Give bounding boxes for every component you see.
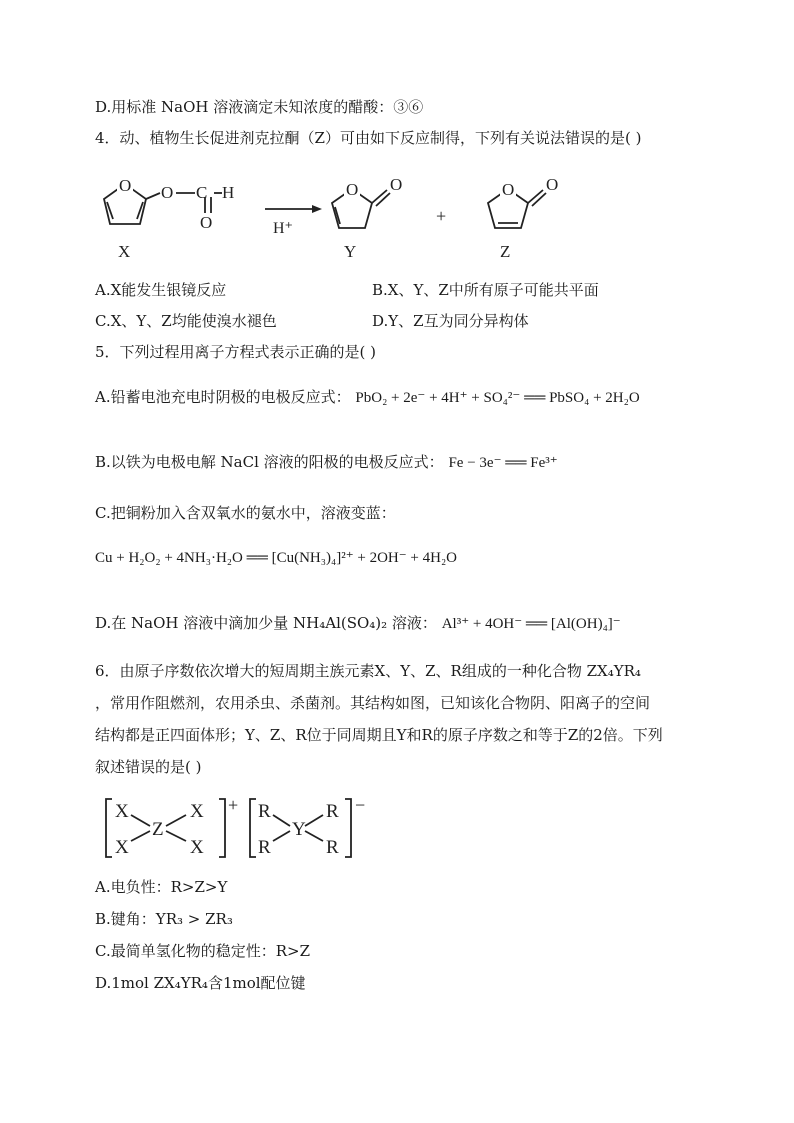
label-z: Z — [500, 242, 511, 261]
y-ring-o: O — [346, 180, 359, 199]
q5-option-b-text: B.以铁为电极电解 NaCl 溶液的阳极的电极反应式： — [95, 453, 444, 471]
q6-option-a: A.电负性：R>Z>Y — [95, 878, 228, 896]
label-y: Y — [344, 242, 357, 261]
anion-r-bottom-left: R — [258, 837, 271, 858]
q6-stem-line2: ，常用作阻燃剂，农用杀虫、杀菌剂。其结构如图，已知该化合物阴、阳离子的空间 — [95, 694, 651, 712]
y-carbonyl-o: O — [390, 175, 403, 194]
q6-stem-line4: 叙述错误的是( ) — [95, 758, 202, 776]
q5-option-d — [95, 613, 621, 634]
reaction-arrow — [265, 205, 322, 213]
molecule-y — [332, 189, 390, 228]
cation-center-z: Z — [152, 819, 164, 840]
cation-x-bottom-left: X — [115, 837, 129, 858]
q6-stem-line3: 结构都是正四面体形；Y、Z、R位于同周期且Y和R的原子序数之和等于Z的2倍。下列 — [95, 726, 663, 744]
q6-option-d: D.1mol ZX₄YR₄含1mol配位键 — [95, 974, 306, 992]
q6-option-b: B.键角：YR₃ > ZR₃ — [95, 910, 233, 928]
q5-option-a-text: A.铅蓄电池充电时阴极的电极反应式： — [95, 388, 351, 406]
cation-x-top-right: X — [190, 801, 204, 822]
q5-option-d-text: D.在 NaOH 溶液中滴加少量 NH₄Al(SO₄)₂ 溶液： — [95, 614, 437, 632]
q6-option-c: C.最简单氢化物的稳定性：R>Z — [95, 942, 310, 960]
q4-reaction-scheme — [0, 165, 794, 275]
q6-stem-line1: 6．由原子序数依次增大的短周期主族元素X、Y、Z、R组成的一种化合物 ZX₄YR₄ — [95, 662, 641, 680]
q4-option-b: B.X、Y、Z中所有原子可能共平面 — [372, 281, 599, 299]
x-ester-o: O — [161, 183, 174, 202]
cation-x-bottom-right: X — [190, 837, 204, 858]
q5-option-c-equation: Cu + H₂O₂ + 4NH₃·H₂O ══ [Cu(NH₃)₄]²⁺ + 2OH⁻ + 4H₂O — [95, 550, 458, 566]
anion-center-y: Y — [292, 819, 306, 840]
anion-charge: − — [355, 795, 366, 815]
q3-option-d: D.用标准 NaOH 溶液滴定未知浓度的醋酸：③⑥ — [95, 98, 424, 116]
catalyst-label: H⁺ — [273, 220, 293, 237]
anion-r-bottom-right: R — [326, 837, 339, 858]
x-carbon: C — [196, 183, 208, 202]
anion-r-top-right: R — [326, 801, 339, 822]
q4-option-a: A.X能发生银镜反应 — [95, 281, 227, 299]
anion-r-top-left: R — [258, 801, 271, 822]
molecule-z — [488, 189, 546, 228]
q4-option-c: C.X、Y、Z均能使溴水褪色 — [95, 312, 277, 330]
z-carbonyl-o: O — [546, 175, 559, 194]
x-hydrogen: H — [222, 183, 235, 202]
cation-charge: + — [228, 795, 239, 815]
label-x: X — [118, 242, 131, 261]
q6-structure-figure — [0, 793, 794, 873]
x-ring-o: O — [119, 176, 132, 195]
plus-sign: + — [436, 206, 447, 226]
q4-stem: 4．动、植物生长促进剂克拉酮（Z）可由如下反应制得，下列有关说法错误的是( ) — [95, 129, 642, 147]
cation-x-top-left: X — [115, 801, 129, 822]
q5-option-b — [95, 452, 558, 473]
q5-stem: 5．下列过程用离子方程式表示正确的是( ) — [95, 343, 377, 361]
q5-option-b-equation: Fe − 3e⁻ ══ Fe³⁺ — [448, 455, 558, 471]
q5-option-c-text: C.把铜粉加入含双氧水的氨水中，溶液变蓝： — [95, 504, 396, 522]
x-carbonyl-o: O — [200, 213, 213, 232]
q5-option-d-equation: Al³⁺ + 4OH⁻ ══ [Al(OH)₄]⁻ — [441, 616, 621, 632]
q4-option-d: D.Y、Z互为同分异构体 — [372, 312, 529, 330]
z-ring-o: O — [502, 180, 515, 199]
q5-option-a — [95, 387, 640, 408]
q5-option-a-equation: PbO₂ + 2e⁻ + 4H⁺ + SO₄²⁻ ══ PbSO₄ + 2H₂O — [355, 390, 640, 406]
